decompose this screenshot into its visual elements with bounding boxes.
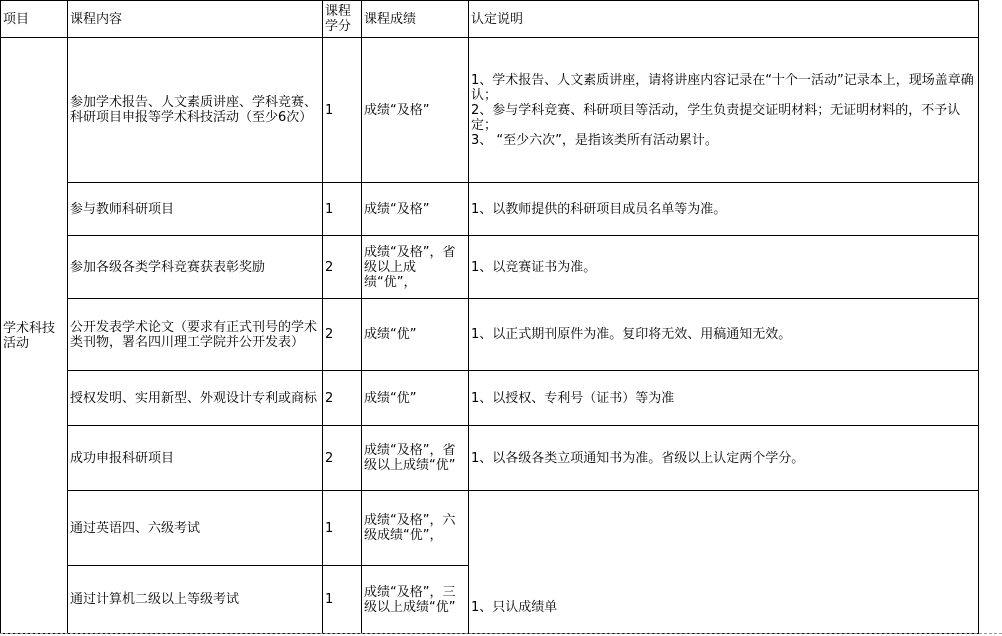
content-cell: 通过计算机二级以上等级考试 bbox=[68, 566, 323, 634]
header-grade: 课程成绩 bbox=[362, 1, 469, 38]
note-cell: 1、以正式期刊原件为准。复印将无效、用稿通知无效。 bbox=[469, 299, 979, 371]
category-cell: 学术科技活动 bbox=[1, 38, 68, 634]
credit-cell: 1 bbox=[323, 38, 362, 183]
content-cell: 参加学术报告、人文素质讲座、学科竞赛、科研项目申报等学术科技活动（至少6次） bbox=[68, 38, 323, 183]
header-note: 认定说明 bbox=[469, 1, 979, 38]
header-credit: 课程学分 bbox=[323, 1, 362, 38]
note-cell: 1、学术报告、人文素质讲座，请将讲座内容记录在“十个一活动”记录本上，现场盖章确认； 2、参与学科竞赛、科研项目等活动，学生负责提交证明材料；无证明材料的，不予认定； 3、 “至少六次”，是指该类所有活动累计。 bbox=[469, 38, 979, 183]
content-cell: 参加各级各类学科竞赛获表彰奖励 bbox=[68, 236, 323, 299]
merged-note-cell: 1、只认成绩单 bbox=[469, 491, 979, 634]
page-break-line bbox=[0, 633, 1002, 634]
content-cell: 通过英语四、六级考试 bbox=[68, 491, 323, 566]
table-row bbox=[1, 183, 979, 236]
content-cell: 公开发表学术论文（要求有正式刊号的学术类刊物，署名四川理工学院并公开发表） bbox=[68, 299, 323, 371]
note-cell: 1、以教师提供的科研项目成员名单等为准。 bbox=[469, 183, 979, 236]
content-cell: 授权发明、实用新型、外观设计专利或商标 bbox=[68, 371, 323, 426]
grade-cell: 成绩“及格” bbox=[362, 183, 469, 236]
grade-cell: 成绩“优” bbox=[362, 371, 469, 426]
grade-cell: 成绩“及格”，省级以上成绩“优”， bbox=[362, 236, 469, 299]
credit-cell: 2 bbox=[323, 236, 362, 299]
table-row bbox=[1, 426, 979, 491]
grade-cell: 成绩“优” bbox=[362, 299, 469, 371]
grade-cell: 成绩“及格”，六级成绩“优”， bbox=[362, 491, 469, 566]
content-cell: 成功申报科研项目 bbox=[68, 426, 323, 491]
table-row bbox=[1, 236, 979, 299]
note-cell: 1、以各级各类立项通知书为准。省级以上认定两个学分。 bbox=[469, 426, 979, 491]
table-row bbox=[1, 38, 979, 183]
note-cell: 1、以竞赛证书为准。 bbox=[469, 236, 979, 299]
credit-cell: 2 bbox=[323, 426, 362, 491]
grade-cell: 成绩“及格”，三级以上成绩“优” bbox=[362, 566, 469, 634]
note-cell: 1、以授权、专利号（证书）等为准 bbox=[469, 371, 979, 426]
credit-cell: 1 bbox=[323, 566, 362, 634]
header-row bbox=[1, 1, 979, 38]
credit-cell: 1 bbox=[323, 183, 362, 236]
table-row bbox=[1, 371, 979, 426]
header-content: 课程内容 bbox=[68, 1, 323, 38]
credit-cell: 2 bbox=[323, 371, 362, 426]
grade-cell: 成绩“及格”，省级以上成绩“优” bbox=[362, 426, 469, 491]
header-item: 项目 bbox=[1, 1, 68, 38]
table-row bbox=[1, 491, 979, 566]
table-row bbox=[1, 299, 979, 371]
content-cell: 参与教师科研项目 bbox=[68, 183, 323, 236]
grade-cell: 成绩“及格” bbox=[362, 38, 469, 183]
credit-cell: 2 bbox=[323, 299, 362, 371]
credit-cell: 1 bbox=[323, 491, 362, 566]
